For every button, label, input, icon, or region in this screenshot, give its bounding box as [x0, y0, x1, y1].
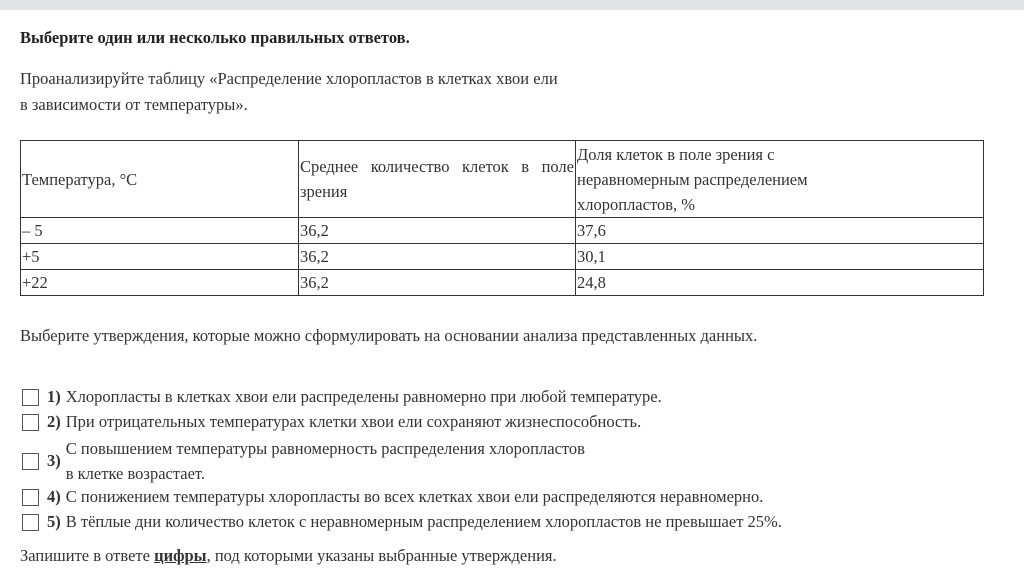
cell: 36,2 [299, 270, 576, 296]
table-row [21, 244, 984, 270]
option-number: 1) [47, 387, 61, 406]
option-text: С повышением температуры равномерность распределения хлоропластов [65, 439, 585, 458]
checkbox[interactable] [22, 514, 39, 531]
table-row [21, 270, 984, 296]
task-intro [20, 66, 558, 118]
question-text: Выберите утверждения, которые можно сформулировать на основании анализа представленных данных. [20, 326, 758, 345]
table-row [21, 218, 984, 244]
option-number: 3) [47, 451, 61, 470]
option-number: 4) [47, 487, 61, 506]
option-text: в клетке возрастает. [65, 464, 206, 483]
option-2[interactable] [22, 412, 641, 432]
data-table [20, 140, 984, 296]
instruction-emphasis: цифры [154, 546, 207, 565]
option-text: В тёплые дни количество клеток с неравномерным распределением хлоропластов не превышает 25%. [65, 512, 782, 531]
header-cell: Доля клеток в поле зрения с неравномерным распределением хлоропластов, % [576, 141, 984, 218]
option-number: 5) [47, 512, 61, 531]
cell: – 5 [21, 218, 299, 244]
instruction-text: Запишите в ответе [20, 546, 155, 565]
cell: 37,6 [576, 218, 984, 244]
checkbox[interactable] [22, 414, 39, 431]
cell: 24,8 [576, 270, 984, 296]
table-header-row [21, 141, 984, 218]
top-bar [0, 0, 1024, 10]
cell: 36,2 [299, 218, 576, 244]
option-text: Хлоропласты в клетках хвои ели распределены равномерно при любой температуре. [65, 387, 662, 406]
option-number: 2) [47, 412, 61, 431]
checkbox[interactable] [22, 489, 39, 506]
option-text: При отрицательных температурах клетки хвои ели сохраняют жизнеспособность. [65, 412, 642, 431]
instruction-text: , под которыми указаны выбранные утверждения. [206, 546, 557, 565]
cell: +22 [21, 270, 299, 296]
cell: 36,2 [299, 244, 576, 270]
option-5[interactable] [22, 512, 782, 532]
option-3[interactable] [22, 436, 585, 486]
task-title: Выберите один или несколько правильных ответов. [20, 28, 410, 47]
option-4[interactable] [22, 487, 763, 507]
checkbox[interactable] [22, 453, 39, 470]
cell: +5 [21, 244, 299, 270]
option-1[interactable] [22, 387, 662, 407]
header-cell: Среднее количество клеток в поле зрения [299, 141, 576, 218]
option-text: С понижением температуры хлоропласты во всех клетках хвои ели распределяются неравномерно. [65, 487, 764, 506]
cell: 30,1 [576, 244, 984, 270]
answer-instruction [20, 546, 557, 566]
checkbox[interactable] [22, 389, 39, 406]
intro-line: Проанализируйте таблицу «Распределение хлоропластов в клетках хвои ели [20, 69, 558, 88]
header-cell: Температура, °С [21, 141, 299, 218]
intro-line: в зависимости от температуры». [20, 95, 248, 114]
